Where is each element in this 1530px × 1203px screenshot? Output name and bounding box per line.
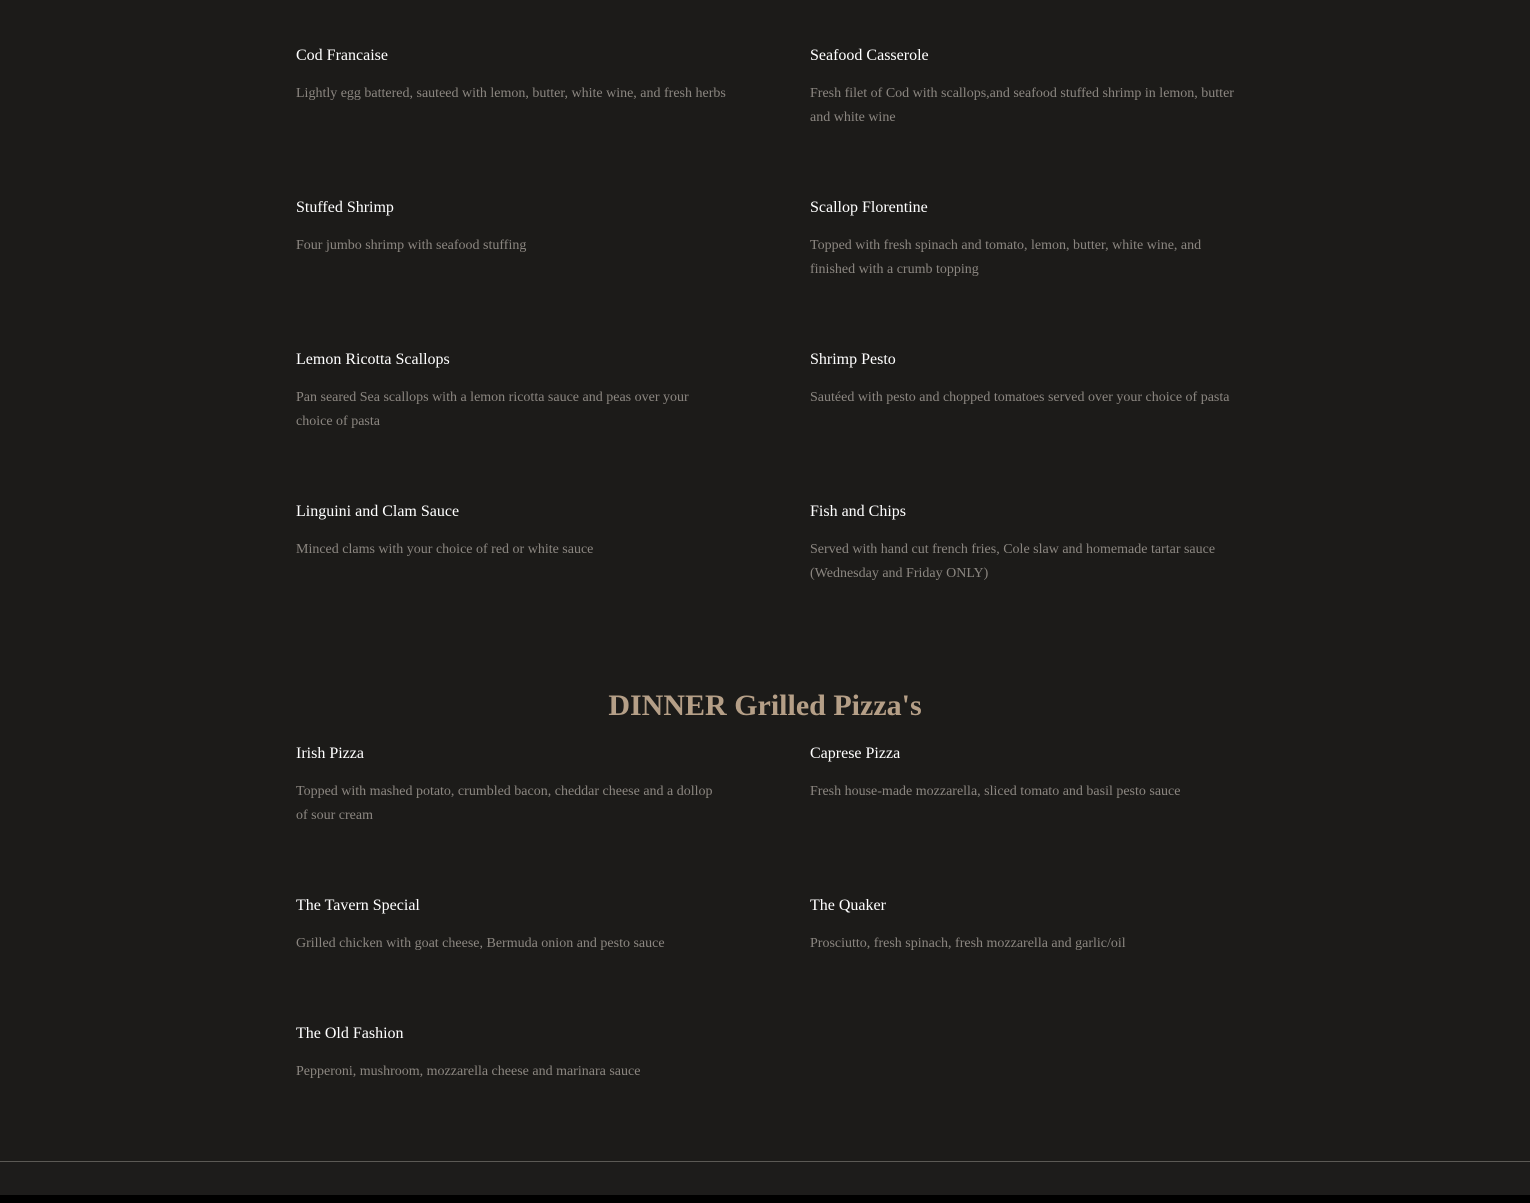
- menu-item-shrimp-pesto: [810, 350, 1240, 410]
- menu-item-scallop-florentine: [810, 198, 1240, 282]
- menu-item-stuffed-shrimp: [296, 198, 726, 258]
- menu-item-name: Linguini and Clam Sauce: [296, 503, 460, 520]
- menu-item-name: Irish Pizza: [296, 745, 364, 762]
- menu-item-seafood-casserole: [810, 46, 1240, 130]
- menu-item-linguini-clam-sauce: [296, 502, 726, 562]
- menu-item-description: Prosciutto, fresh spinach, fresh mozzarella and garlic/oil: [810, 936, 1126, 951]
- menu-item-description: Pepperoni, mushroom, mozzarella cheese and marinara sauce: [296, 1064, 641, 1079]
- menu-item-lemon-ricotta-scallops: [296, 350, 726, 434]
- menu-item-name: Cod Francaise: [296, 47, 388, 64]
- menu-item-description: Topped with fresh spinach and tomato, lemon, butter, white wine, and finished with a crumb topping: [810, 238, 1202, 277]
- menu-item-description: Four jumbo shrimp with seafood stuffing: [296, 238, 527, 253]
- menu-item-name: The Old Fashion: [296, 1025, 404, 1042]
- menu-item-fish-and-chips: [810, 502, 1240, 586]
- menu-item-name: Seafood Casserole: [810, 47, 929, 64]
- menu-item-name: The Tavern Special: [296, 897, 420, 914]
- menu-item-description: Fresh house-made mozzarella, sliced tomato and basil pesto sauce: [810, 784, 1181, 799]
- menu-item-name: Stuffed Shrimp: [296, 199, 394, 216]
- menu-item-description: Pan seared Sea scallops with a lemon ricotta sauce and peas over your choice of pasta: [296, 390, 689, 429]
- menu-item-name: Scallop Florentine: [810, 199, 928, 216]
- menu-item-description: Topped with mashed potato, crumbled bacon, cheddar cheese and a dollop of sour cream: [296, 784, 713, 823]
- menu-item-name: Caprese Pizza: [810, 745, 901, 762]
- menu-item-name: Shrimp Pesto: [810, 351, 896, 368]
- menu-item-caprese-pizza: [810, 744, 1240, 804]
- menu-item-description: Served with hand cut french fries, Cole slaw and homemade tartar sauce (Wednesday and Friday ONLY): [810, 542, 1216, 581]
- menu-item-name: Lemon Ricotta Scallops: [296, 351, 450, 368]
- menu-item-description: Sautéed with pesto and chopped tomatoes served over your choice of pasta: [810, 390, 1230, 405]
- menu-item-the-quaker: [810, 896, 1240, 956]
- section-title-pizza: DINNER Grilled Pizza's: [608, 689, 922, 722]
- footer-bottom-bar: [0, 1195, 1530, 1203]
- menu-item-cod-francaise: [296, 46, 726, 106]
- menu-item-description: Grilled chicken with goat cheese, Bermuda onion and pesto sauce: [296, 936, 665, 951]
- menu-item-irish-pizza: [296, 744, 726, 828]
- menu-item-name: Fish and Chips: [810, 503, 907, 520]
- menu-item-old-fashion: [296, 1024, 726, 1084]
- menu-item-tavern-special: [296, 896, 726, 956]
- menu-item-description: Lightly egg battered, sauteed with lemon, butter, white wine, and fresh herbs: [296, 86, 726, 101]
- menu-item-name: The Quaker: [810, 897, 886, 914]
- menu-item-description: Minced clams with your choice of red or white sauce: [296, 542, 594, 557]
- menu-item-description: Fresh filet of Cod with scallops,and seafood stuffed shrimp in lemon, butter and white wine: [810, 86, 1234, 125]
